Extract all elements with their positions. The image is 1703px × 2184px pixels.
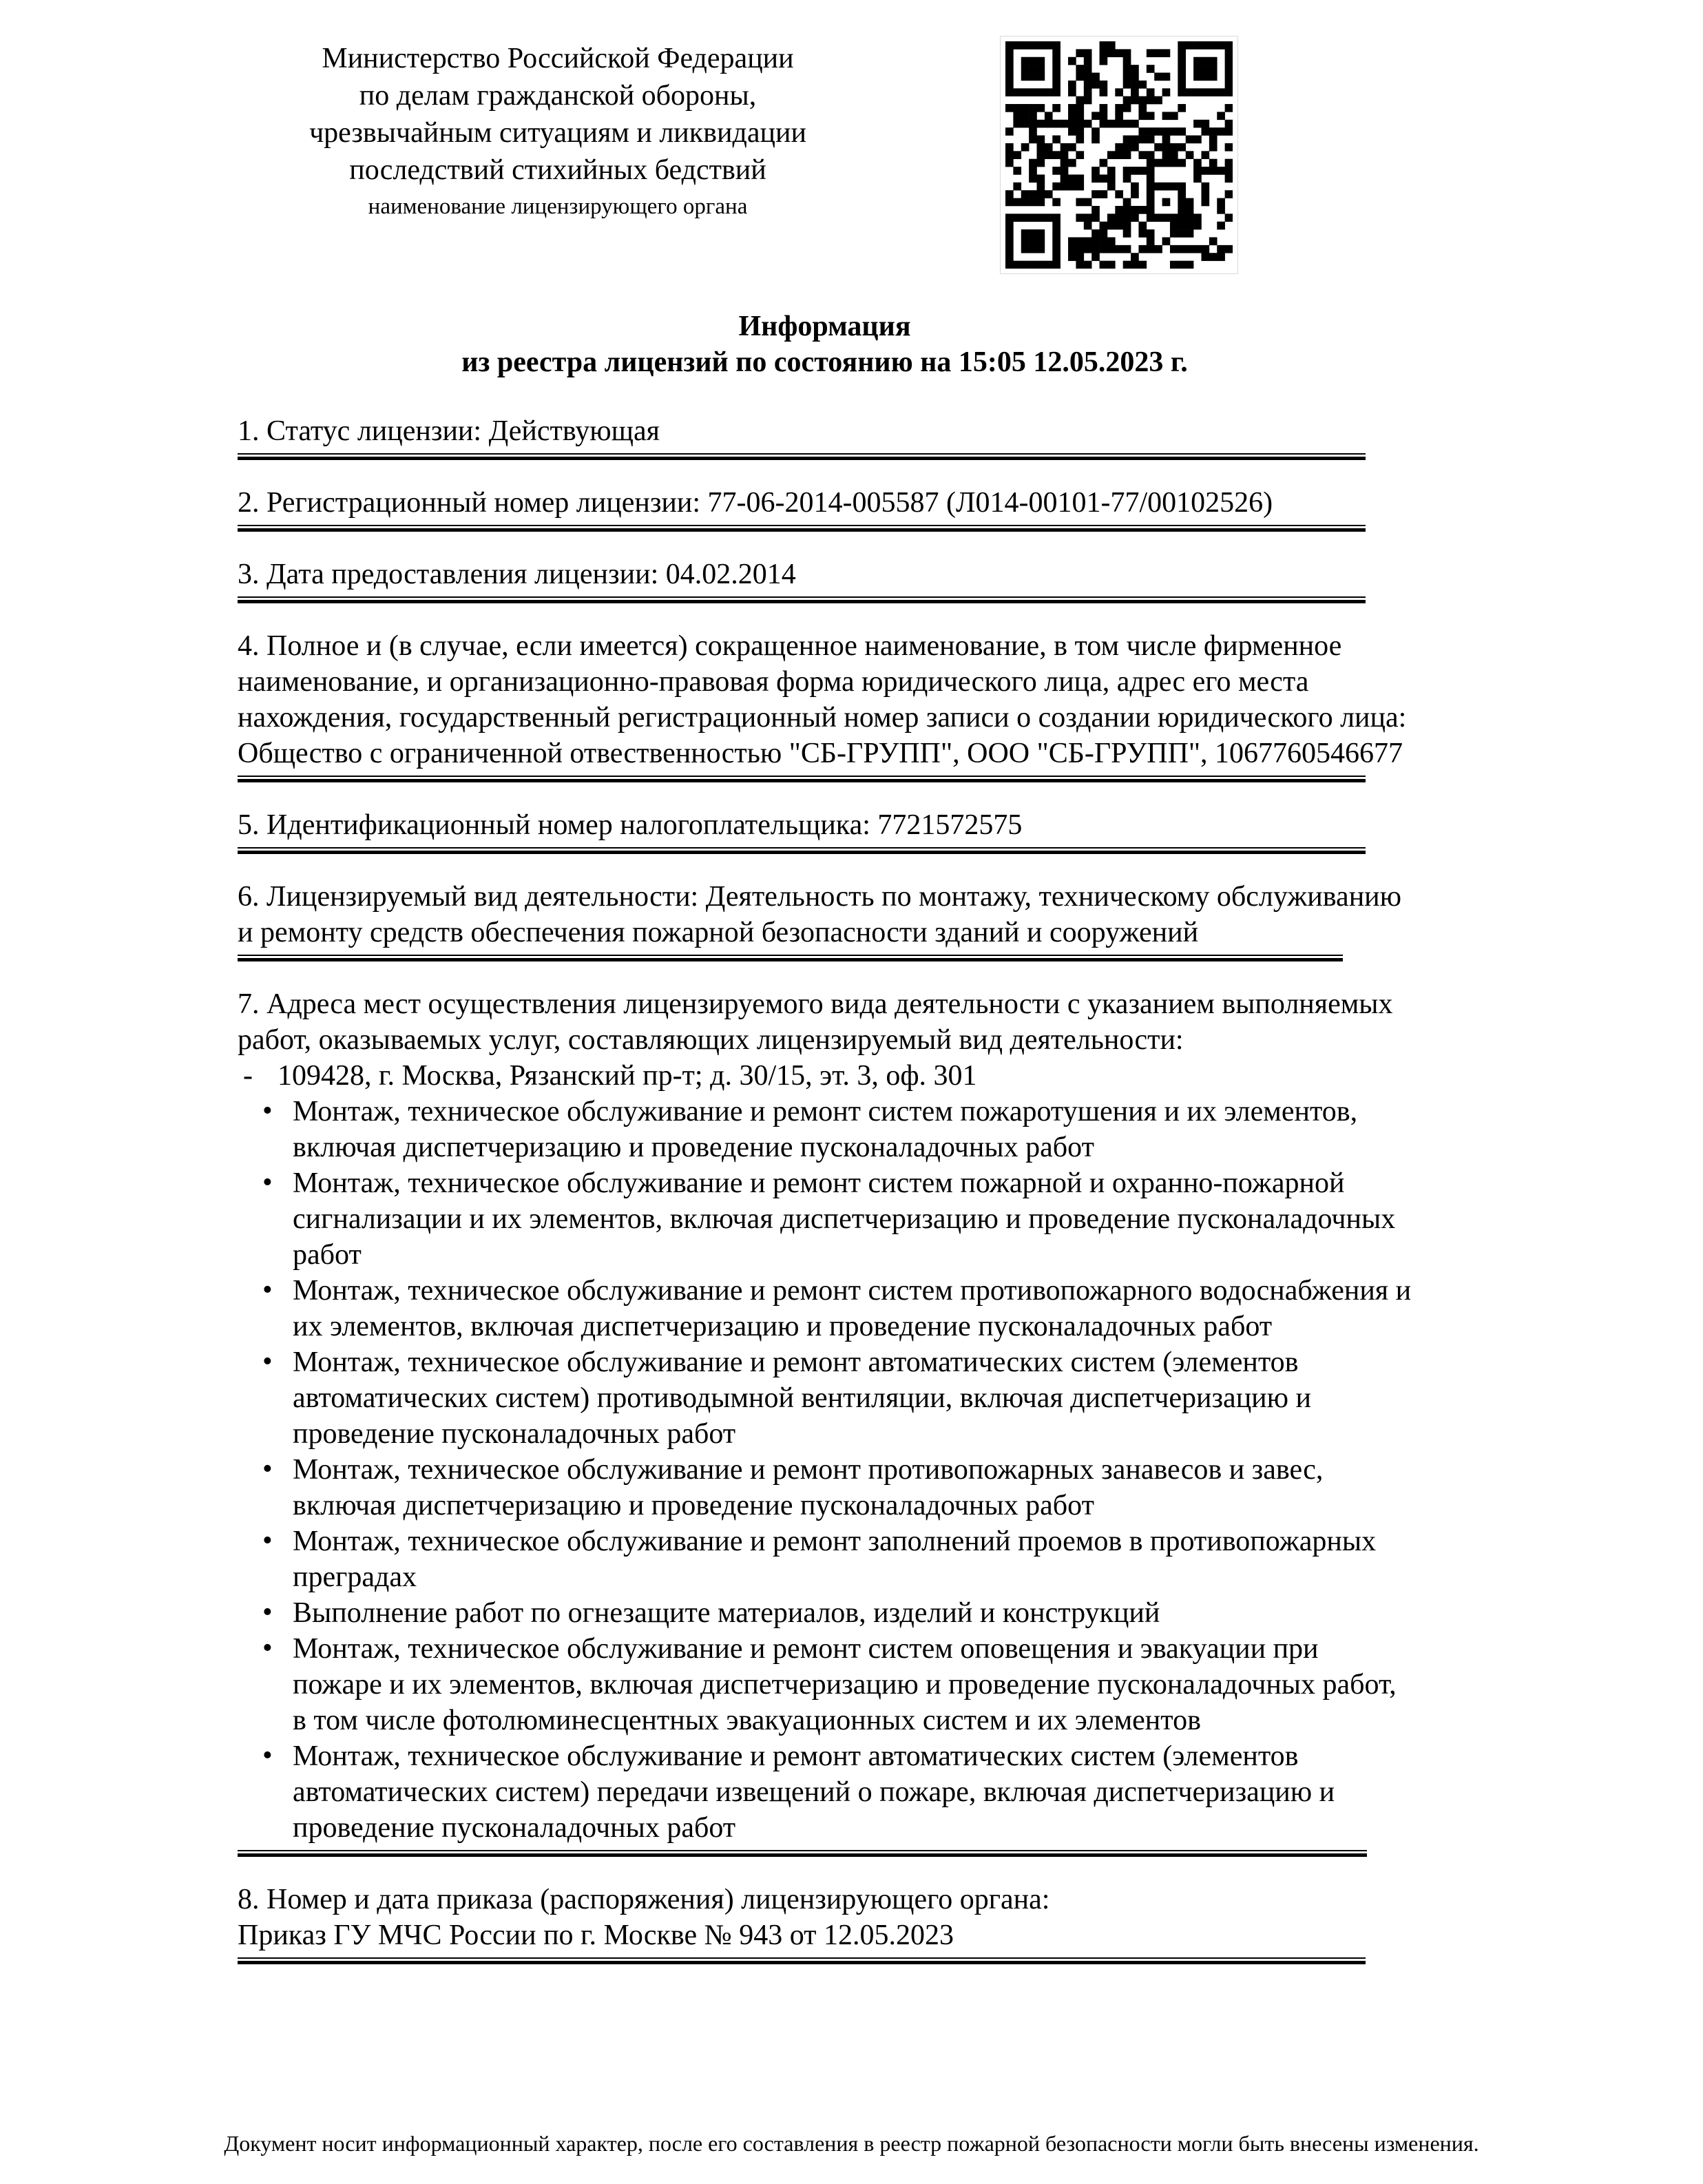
- bullet-icon: •: [262, 1453, 273, 1485]
- item-6-licensed-activity: [238, 879, 1412, 961]
- item-8-value: Приказ ГУ МЧС России по г. Москве № 943 от 12.05.2023: [238, 1920, 954, 1951]
- item-6-text: 6. Лицензируемый вид деятельности: Деятельность по монтажу, техническому обслуживанию и ремонту средств обеспечения пожарной безопасности зданий и сооружений: [238, 881, 1402, 948]
- qr-code-icon: [1000, 36, 1238, 274]
- title-line-1: Информация: [738, 311, 911, 342]
- list-item: [262, 1631, 1412, 1738]
- address-text: 109428, г. Москва, Рязанский пр-т; д. 30/15, эт. 3, оф. 301: [278, 1060, 977, 1092]
- bullet-icon: •: [262, 1274, 273, 1306]
- list-item: [262, 1165, 1412, 1273]
- work-text: Монтаж, техническое обслуживание и ремонт автоматических систем (элементов автоматических систем) передачи извещений о пожаре, включая диспетчеризацию и проведение пусконаладочных работ: [293, 1740, 1335, 1844]
- item-4-legal-entity: [238, 628, 1412, 782]
- item-2-registration-number: [238, 485, 1412, 532]
- ministry-caption: наименование лицензирующего органа: [368, 194, 748, 219]
- bullet-icon: •: [262, 1597, 273, 1628]
- licensing-authority-header: [288, 40, 828, 220]
- bullet-icon: •: [262, 1740, 273, 1771]
- work-text: Монтаж, техническое обслуживание и ремонт систем противопожарного водоснабжения и их элементов, включая диспетчеризацию и проведение пусконаладочных работ: [293, 1275, 1412, 1342]
- item-1-license-status: [238, 413, 1412, 460]
- underline-rule: [238, 596, 1366, 603]
- underline-rule: [238, 1850, 1367, 1857]
- underline-rule: [238, 1957, 1366, 1964]
- item-1-text: 1. Статус лицензии: Действующая: [238, 415, 660, 447]
- work-text: Монтаж, техническое обслуживание и ремонт автоматических систем (элементов автоматических систем) противодымной вентиляции, включая диспетчеризацию и проведение пусконаладочных работ: [293, 1346, 1312, 1450]
- list-item: [262, 1595, 1412, 1631]
- item-8-order-number: [238, 1882, 1412, 1964]
- footer-note: Документ носит информационный характер, после его составления в реестр пожарной безопасности могли быть внесены изменения.: [224, 2131, 1479, 2156]
- item-5-text: 5. Идентификационный номер налогоплательщика: 7721572575: [238, 809, 1023, 841]
- item-7-intro: 7. Адреса мест осуществления лицензируемого вида деятельности с указанием выполняемых работ, оказываемых услуг, составляющих лицензируемый вид деятельности:: [238, 988, 1393, 1056]
- work-text: Монтаж, техническое обслуживание и ремонт систем пожаротушения и их элементов, включая диспетчеризацию и проведение пусконаладочных работ: [293, 1096, 1358, 1163]
- list-item: [262, 1094, 1412, 1165]
- bullet-icon: •: [262, 1632, 273, 1664]
- ministry-name-line: по делам гражданской обороны,: [359, 80, 757, 112]
- list-item: [262, 1523, 1412, 1595]
- list-item: [262, 1738, 1412, 1846]
- work-text: Монтаж, техническое обслуживание и ремонт систем оповещения и эвакуации при пожаре и их элементов, включая диспетчеризацию и проведение пусконаладочных работ, в том числе фотолюминесцентных эвакуационных систем и их элементов: [293, 1633, 1397, 1736]
- work-text: Монтаж, техническое обслуживание и ремонт противопожарных занавесов и завес, включая диспетчеризацию и проведение пусконаладочных работ: [293, 1454, 1324, 1521]
- underline-rule: [238, 847, 1366, 854]
- address-line: [238, 1058, 1412, 1094]
- underline-rule: [238, 955, 1343, 961]
- item-7-activity-addresses: [238, 986, 1412, 1857]
- bullet-icon: •: [262, 1095, 273, 1127]
- list-item: [262, 1452, 1412, 1523]
- dash-marker: -: [243, 1060, 253, 1092]
- document-title: [238, 309, 1412, 380]
- item-8-label: 8. Номер и дата приказа (распоряжения) лицензирующего органа:: [238, 1884, 1050, 1915]
- underline-rule: [238, 525, 1366, 532]
- document-body: [238, 309, 1412, 1989]
- bullet-icon: •: [262, 1167, 273, 1198]
- bullet-icon: •: [262, 1346, 273, 1377]
- item-5-taxpayer-number: [238, 807, 1412, 854]
- list-item: [262, 1273, 1412, 1344]
- work-text: Выполнение работ по огнезащите материалов, изделий и конструкций: [293, 1597, 1160, 1629]
- works-list: [238, 1094, 1412, 1846]
- item-4-text: 4. Полное и (в случае, если имеется) сокращенное наименование, в том числе фирменное наименование, и организационно-правовая форма юридического лица, адрес его места нахождения, государственный регистрационный номер записи о создании юридического лица: Общество с ограниченной отвественностью "СБ-ГРУПП", ООО "СБ-ГРУПП", 1067760546677: [238, 630, 1407, 769]
- work-text: Монтаж, техническое обслуживание и ремонт систем пожарной и охранно-пожарной сигнализации и их элементов, включая диспетчеризацию и проведение пусконаладочных работ: [293, 1167, 1396, 1271]
- item-3-license-date: [238, 557, 1412, 603]
- underline-rule: [238, 776, 1366, 782]
- ministry-name-line: последствий стихийных бедствий: [349, 154, 766, 186]
- underline-rule: [238, 453, 1366, 460]
- title-line-2: из реестра лицензий по состоянию на 15:05 12.05.2023 г.: [461, 346, 1188, 378]
- list-item: [262, 1344, 1412, 1452]
- ministry-name-line: чрезвычайным ситуациям и ликвидации: [309, 117, 806, 149]
- item-3-text: 3. Дата предоставления лицензии: 04.02.2014: [238, 559, 796, 590]
- item-2-text: 2. Регистрационный номер лицензии: 77-06-2014-005587 (Л014-00101-77/00102526): [238, 487, 1273, 519]
- ministry-name-line: Министерство Российской Федерации: [322, 43, 794, 74]
- bullet-icon: •: [262, 1525, 273, 1557]
- work-text: Монтаж, техническое обслуживание и ремонт заполнений проемов в противопожарных преградах: [293, 1526, 1377, 1593]
